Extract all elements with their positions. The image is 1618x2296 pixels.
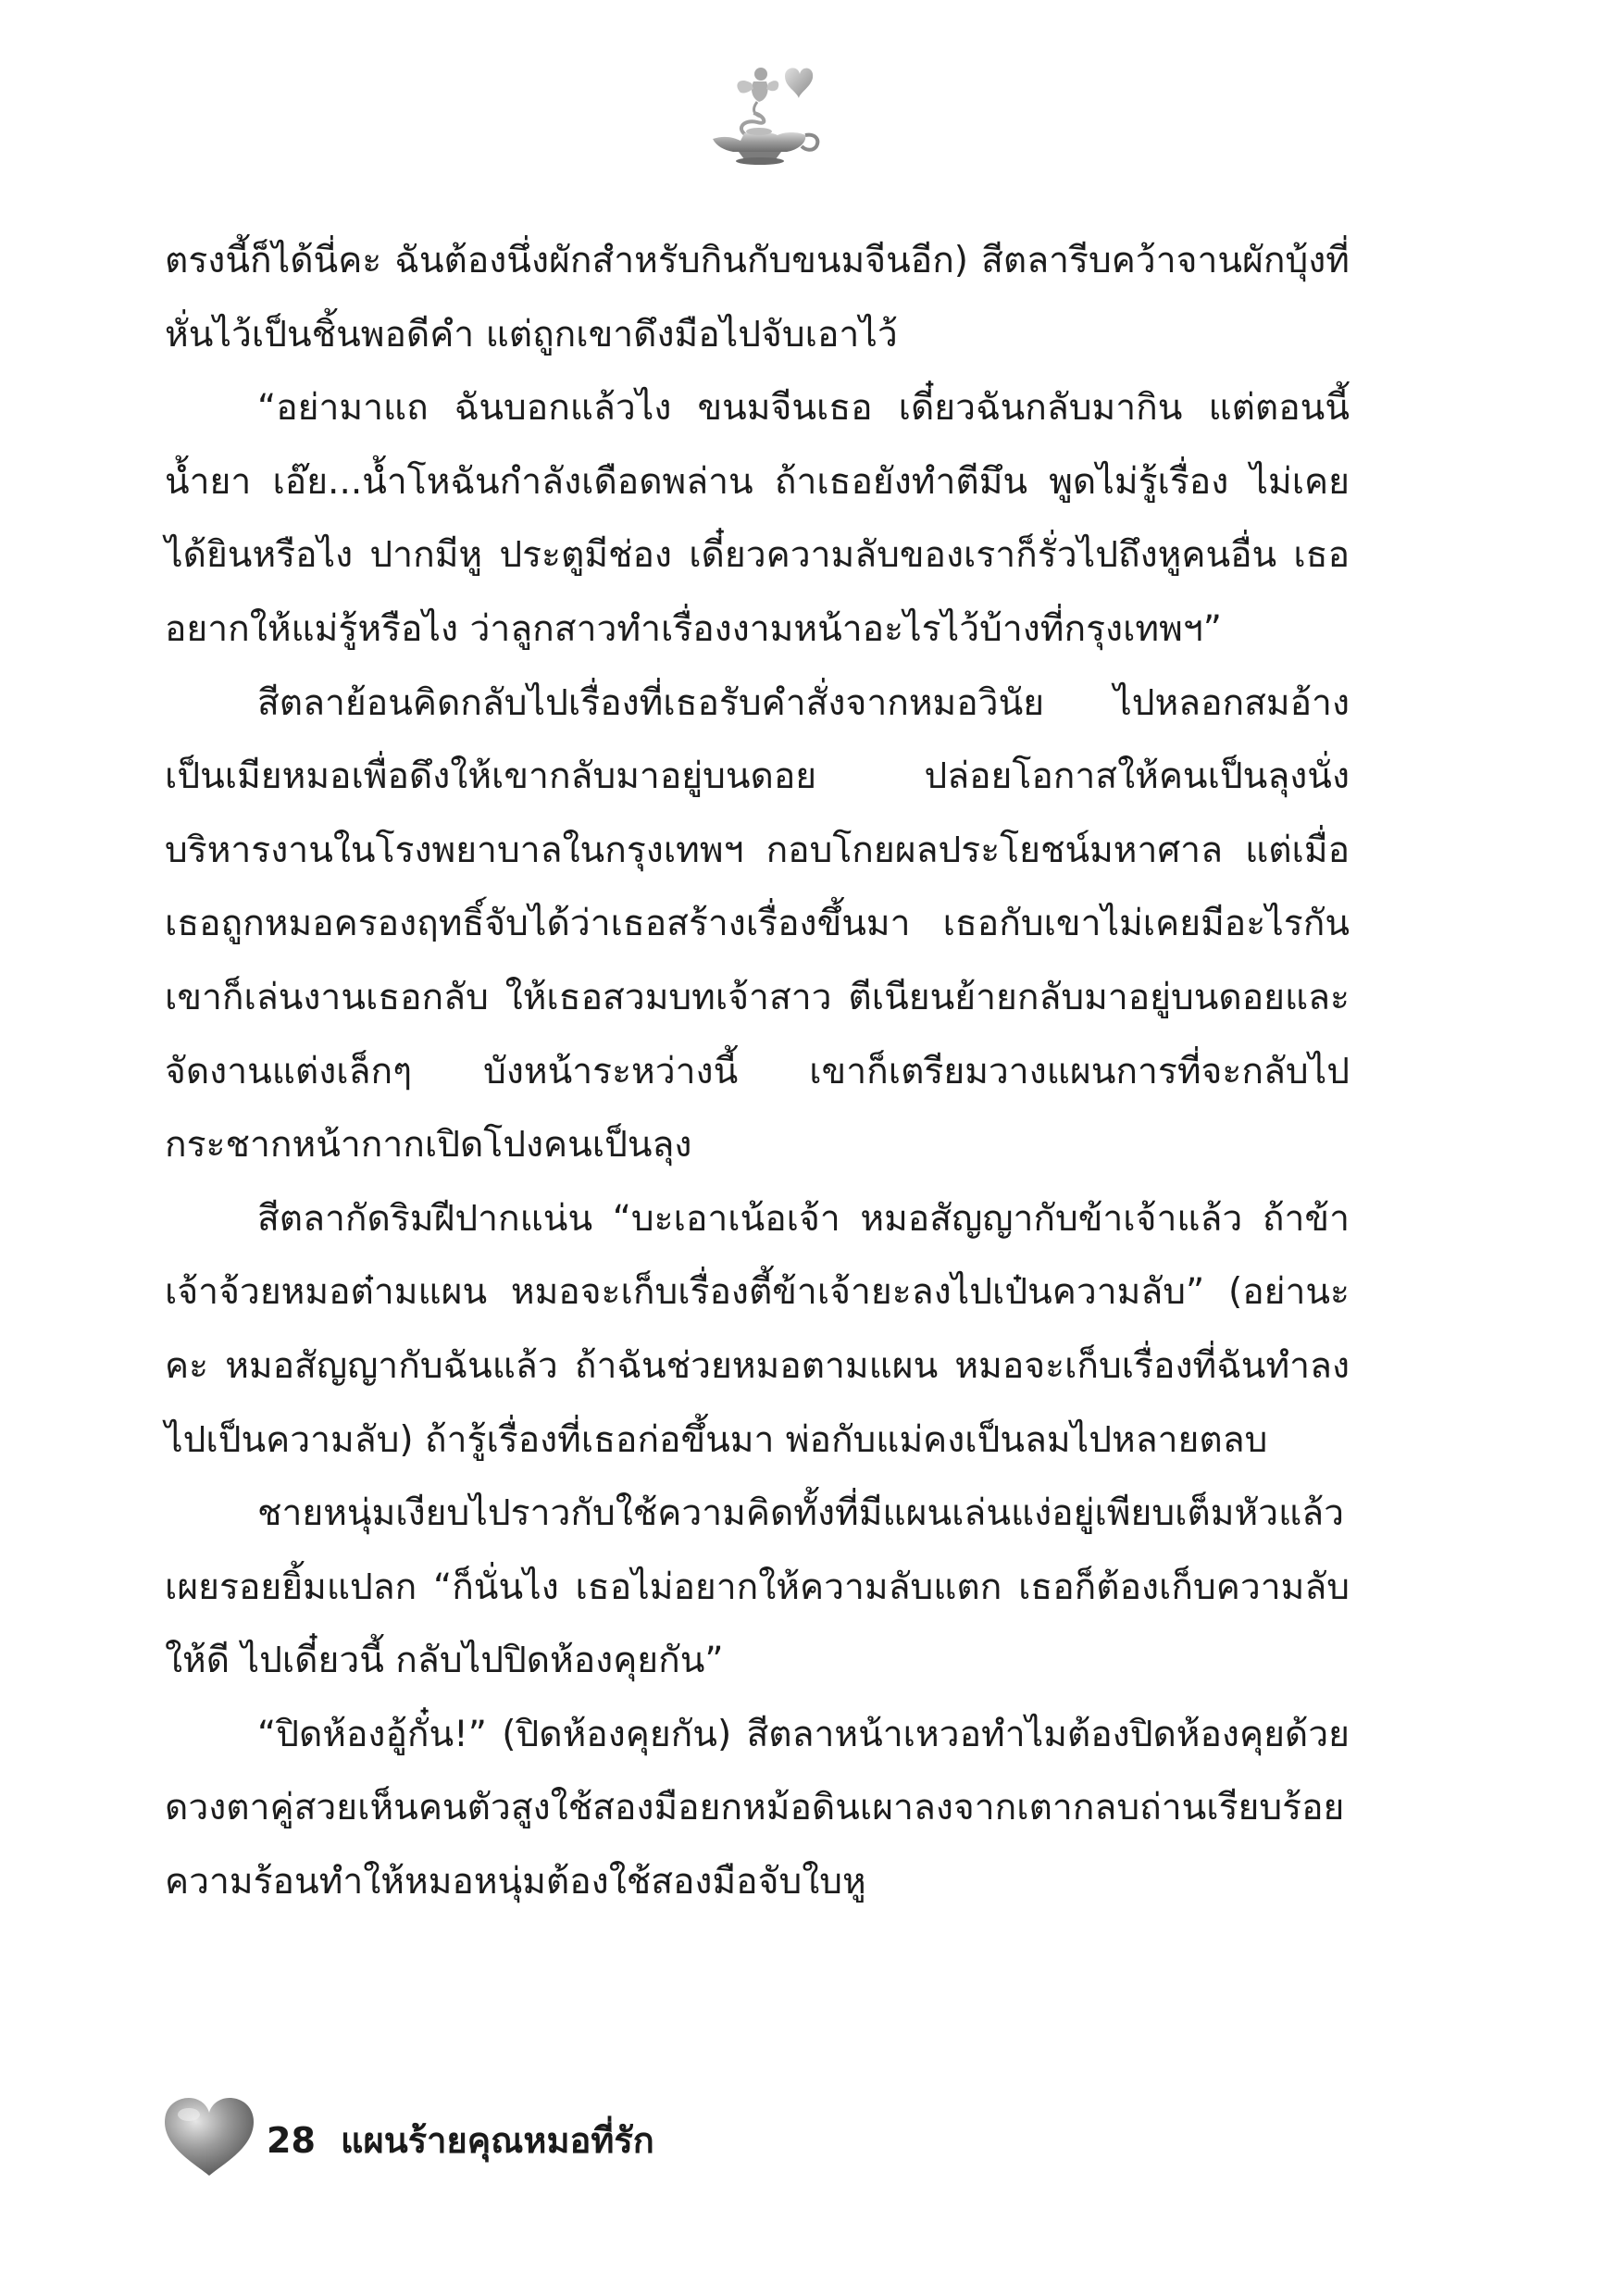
body-text: [165, 224, 1350, 1919]
paragraph: สีตลากัดริมฝีปากแน่น “บะเอาเน้อเจ้า หมอสัญญากับข้าเจ้าแล้ว ถ้าข้าเจ้าจ้วยหมอต๋ามแผน หมอจะเก็บเรื่องตี้ข้าเจ้ายะลงไปเป๋นความลับ” (อย่านะคะ หมอสัญญากับฉันแล้ว ถ้าฉันช่วยหมอตามแผน หมอจะเก็บเรื่องที่ฉันทำลงไปเป็นความลับ) ถ้ารู้เรื่องที่เธอก่อขึ้นมา พ่อกับแม่คงเป็นลมไปหลายตลบ: [165, 1197, 1350, 1461]
paragraph: “อย่ามาแถ ฉันบอกแล้วไง ขนมจีนเธอ เดี๋ยวฉันกลับมากิน แต่ตอนนี้ น้ำยา เอ๊ย...น้ำโหฉันกำลังเดือดพล่าน ถ้าเธอยังทำตีมึน พูดไม่รู้เรื่อง ไม่เคยได้ยินหรือไง ปากมีหู ประตูมีช่อง เดี๋ยวความลับของเราก็รั่วไปถึงหูคนอื่น เธออยากให้แม่รู้หรือไง ว่าลูกสาวทำเรื่องงามหน้าอะไรไว้บ้างที่กรุงเทพฯ”: [165, 387, 1350, 650]
paragraph: ตรงนี้ก็ได้นี่คะ ฉันต้องนึ่งผักสำหรับกินกับขนมจีนอีก) สีตลารีบคว้าจานผักบุ้งที่หั่นไว้เป็นชิ้นพอดีคำ แต่ถูกเขาดึงมือไปจับเอาไว้: [165, 240, 1350, 356]
paragraph: ชายหนุ่มเงียบไปราวกับใช้ความคิดทั้งที่มีแผนเล่นแง่อยู่เพียบเต็มหัวแล้วเผยรอยยิ้มแปลก “ก็นั่นไง เธอไม่อยากให้ความลับแตก เธอก็ต้องเก็บความลับให้ดี ไปเดี๋ยวนี้ กลับไปปิดห้องคุยกัน”: [165, 1492, 1350, 1682]
paragraph: สีตลาย้อนคิดกลับไปเรื่องที่เธอรับคำสั่งจากหมอวินัย ไปหลอกสมอ้างเป็นเมียหมอเพื่อดึงให้เขากลับมาอยู่บนดอย ปล่อยโอกาสให้คนเป็นลุงนั่งบริหารงานในโรงพยาบาลในกรุงเทพฯ กอบโกยผลประโยชน์มหาศาล แต่เมื่อเธอถูกหมอครองฤทธิ์จับได้ว่าเธอสร้างเรื่องขึ้นมา เธอกับเขาไม่เคยมีอะไรกัน เขาก็เล่นงานเธอกลับ ให้เธอสวมบทเจ้าสาว ตีเนียนย้ายกลับมาอยู่บนดอยและจัดงานแต่งเล็กๆ บังหน้าระหว่างนี้ เขาก็เตรียมวางแผนการที่จะกลับไปกระชากหน้ากากเปิดโปงคนเป็นลุง: [165, 681, 1350, 1167]
page-number: 28: [267, 2120, 316, 2161]
book-title: แผนร้ายคุณหมอที่รัก: [341, 2120, 654, 2161]
paragraph: “ปิดห้องอู้กั๋น!” (ปิดห้องคุยกัน) สีตลาหน้าเหวอทำไมต้องปิดห้องคุยด้วย ดวงตาคู่สวยเห็นคนตัวสูงใช้สองมือยกหม้อดินเผาลงจากเตากลบถ่านเรียบร้อย ความร้อนทำให้หมอหนุ่มต้องใช้สองมือจับใบหู: [165, 1713, 1350, 1903]
lamp-cupid-ornament-icon: [696, 57, 826, 168]
heart-icon: [159, 2094, 259, 2179]
page-footer: [159, 2094, 992, 2177]
